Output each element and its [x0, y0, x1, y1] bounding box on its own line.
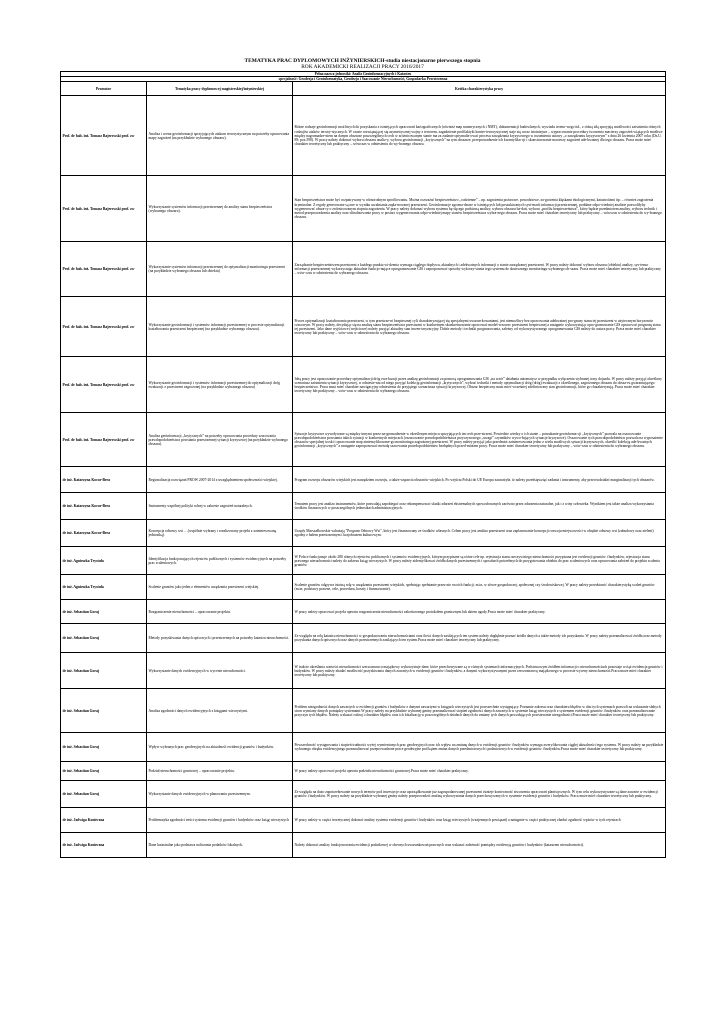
promotor-cell: dr inż. Katarzyna Kocur-Bera	[61, 467, 147, 493]
table-row	[61, 808, 666, 833]
promotor-cell: dr inż. Sebastian Goraj	[61, 733, 147, 762]
topic-cell: Koncepcja odnowy wsi …(wspólnie wybrany i zrealizowany projekt z zainteresowaną jednostką).	[147, 520, 293, 547]
topic-cell: Rozgraniczenie nieruchomości – opracowanie projektu.	[147, 600, 293, 624]
topic-cell: Wpływ wybranych prac geodezyjnych na aktualność ewidencji gruntów i budynków.	[147, 733, 293, 762]
promotor-cell: dr inż. Sebastian Goraj	[61, 624, 147, 653]
description-cell: W pracy należy w części teoretycznej dokonać analizy systemu ewidencji gruntów i budynków oraz ksiąg wieczystych (wzajemnych powiązań) a następnie w części praktycznej zbadać zgodność wpisów w tych rejestrach	[293, 808, 666, 833]
promotor-cell: dr inż. Agnieszka Trystuła	[61, 547, 147, 575]
table-row	[61, 575, 666, 600]
table-row	[61, 733, 666, 762]
topic-cell: Wykorzystanie geoinformacji i systemów informacji przestrzennej do optymalizacji dróg ewakuacji z przestrzeni zagrożonej (na przykładzie wybranego obszaru)	[147, 357, 293, 413]
description-cell: Proces optymalizacji kształtowania przestrzeni, w tym przestrze-ni bezpiecznej cyli charakteryzującej się specjalnymi uwarun-kowaniami, jest niemożliwy bez opracowania adekwatnej pro-gnozy stanu tej przestrzeni w użytecznym horyzoncie czasowym. W pracy należy, decydując się na analizę stanu bezpieczeństwa przestrzeni w konkretnym skonkretnowanie opracować model-wzorzec przestrzeni bezpiecznej a następnie wykorzystując opro-gramowanie GIS opracować prognozę stanu tej przestrzeni. Jako dane wyjściowe (wejściowe) należy przyjąć aktualny stan inwen-taryzacyjny. Dobór metody i techniki prognozowania, zależny od wykorzystywanego oprogramowania GIS należy do autora pracy. Praca może mieć charakter teoretyczny lub praktyczny – wów-czas w odniesieniu do wybranego obszaru.	[293, 297, 666, 357]
topic-cell: Podział nieruchomości gruntowej – opracowanie projektu.	[147, 762, 293, 781]
promotor-cell: dr inż. Katarzyna Kocur-Bera	[61, 520, 147, 547]
promotor-cell: dr inż. Jadwiga Konieczna	[61, 833, 147, 858]
table-row	[61, 520, 666, 547]
unit-name: Pełna nazwa jednostki: Analiz Geoinformacyjnych i Katastru	[61, 72, 666, 77]
description-cell: Scalenie gruntów odgrywa istotną rolę w urządzaniu przestrzeni wiejskich, spełniając spełnianie przez nie swoich funkcji, m.in. w sferze gospodarczej, społecznej czy środowiskowej. W pracy należy przedstawić charakterystykę scaleń gruntów (m.in. podstawy prawne, cele, procedura, koszty i finansowanie).	[293, 575, 666, 600]
description-cell: W pracy należy opracować projekt operatu rozgraniczenia nieruchomości zakończonego protokołem granicznym lub aktem ugody.Praca może mieć charakter praktyczny.	[293, 600, 666, 624]
description-cell: Ideą pracy jest opracowanie procedury optymalizacji dróg ewa-kuacji przez analizę geoinformacji za pomocą oprogramowania GIS „na wzór” działania automatycz w przypadku wyłączenia wybranej trasy dojazdu. W pracy należy przyjąć określony scenariusz zaistnienia sytuacji kryzysowej, w odniesie-niu od niego przyjąć kolekcję geoinformacji „krytycznych”, wybrać techniki i metody optymalizacji dróg (dróg) ewakuacji z określonego, zagrożonego obszaru do obsza-ru gwarantującego bezpieczeństwo. Praca musi mieć charakter nawigacyjny odniesienia do przyjętego scenariusza sytuacji kryzysowej. Obszar bezpieczny musi mieć wcześniej zdefiniowany stan geoinformacji, które go charakteryzują. Praca może mieć charakter teoretyczny lub praktyczny – wów-czas w odniesieniu do wybranego obszaru.	[293, 357, 666, 413]
column-header-topic: Tematyka pracy dyplomowej magisterskiej/inżynierskiej	[147, 82, 293, 96]
description-cell: Zarządzanie bezpieczeństwem przestrzeni z każdego punktu wi-dzenia wymaga ciągłego dopływu, aktualnych i adekwatnych informacji o stanie zarządzanej przestrzeni. W pracy należy dokonać wyboru obszaru (obiektu) analizy, sys-temu informacji przestrzennej wykorzystując aktualnie funkcjo-nujące oprogramowanie GIS i zaproponować sposoby wykorzy-stania tego systemu do skutecznego monitoringu wybranego ob-szaru. Praca może mieć charakter teoretyczny lub praktyczny – wów-czas w odniesieniu do wybranego obszaru.	[293, 242, 666, 297]
topic-cell: Dane katastralne jako podstawa naliczania podatków lokalnych.	[147, 833, 293, 858]
table-row	[61, 781, 666, 808]
promotor-cell: Prof. dr hab. inż. Tomasz Bajerowski prof. zw	[61, 357, 147, 413]
description-cell: Sytuacje kryzysowe wywoływane są między innymi przez na-gromadzenie w określonym miejscu sprzyjających im cech prze-strzeni. Powiedzie wiedzy o ich stanie – poszukanie geoinforma-cji „krytycznych” pozwala na oszacowanie prawdopodobieństwa powstania takich sytuacji w konkretnych miejscach (oszacowanie prawdopodobieństwa przyczynowego „uwagi” czynników wywo-łujących sytuacje kryzysowe). Oszacowanie tych prawdopodobieństw pozwala na wyposażenie obszarów specjalnej troski i opracowanie map zintensyfikowane-go monitoringu zagrożonej przestrzeni. W pracy należy przyjąć jako przedmiot zainteresowania jedno z wielu możliwych sytuacji kryzysowych, określić kolekcję ade-kwatnych geoinformacji „krytycznych” a następnie zaproponować metodę szacowania prawdopodobieństw bezbędnych przed-miotem pracy. Praca może mieć charakter teoretyczny lub praktyczny – wów-czas w odniesieniu do wybranego obszaru.	[293, 413, 666, 467]
table-row	[61, 242, 666, 297]
description-cell: Należy dokonać analizy funkcjonowania ewidencji podatkowej w obecnych uwarunkowań prawnych oraz wskazać zależność pomiędzy ewidencją gruntów i budynków (katastrem nieruchomości).	[293, 833, 666, 858]
topic-cell: Instrumenty wspólnej polityki rolnej w zakresie zagrożeń naturalnych.	[147, 493, 293, 520]
topic-cell: Wykorzystanie danych ewidencyjnych w wycenie nieruchomości.	[147, 653, 293, 689]
promotor-cell: Prof. dr hab. inż. Tomasz Bajerowski prof. zw	[61, 242, 147, 297]
promotor-cell: Prof. dr hab. inż. Tomasz Bajerowski prof. zw	[61, 176, 147, 242]
table-row	[61, 624, 666, 653]
description-cell: Różne rodzaje geoinformacji możliwych do pozyskania z istniejących opracowań kartograficznych (również map numerycznych i NMT), dokumentacji budowlanych, wywiadu tereno-wego itd., z różną siłą sprzyjają możliwości zaistnienia różnych rodzajów ataków terrory-stycznych. W czasie rozwiązującej się asymetrycznej wojny z terrorem, zagadnienie profilaktyki konter-terrorystycznej staje się coraz istotniejsze – wypracowanie procedury tworzenia macierzy zagrożeń wiążących możliwe między nagromadze-niem na danym obszarze poszczególnych cech w zróżnicowanym stanie ma za zadanie optymaliz-ować procesu zarządzania kryzysowego w rozumieniu ustawy „o zarządzaniu kryzysowym” z dnia 26 kwietnia 2007 roku (Dz.U. 89; poz.590). W pracy należy dokonać wyboru obszaru analiz-y, wyboru geoinformacji „krytycznych” na tym obszarze, przeprowadzenie ich kwantyfika-cji i skonstruowanie macierzy zagrożeń ade-kwatnej dla tego obszaru. Praca może mieć charakter teoretyczny lub praktyczny – wówczas w odniesieniu do wy-branego obszaru.	[293, 96, 666, 176]
topic-cell: Regionalizacja rozwiązań PROW 2007-2014 z uwzględnieniem społeczności wiejskiej.	[147, 467, 293, 493]
table-row	[61, 357, 666, 413]
promotor-cell: dr inż. Agnieszka Trystuła	[61, 575, 147, 600]
table-row	[61, 833, 666, 858]
description-cell: Ze względu na rolę katastru nieruchomości w gospodarowaniu nieruchomościami oraz ilości danych zasilających ten system należy dogłębnie poznać źródła danych a także metody ich pozyskania. W pracy należy przeanalizować źródła oraz metody pozyskania danych opisowych oraz danych przestrzennych zasilających ten system.Praca może mieć charakter teoretyczny lub praktyczny.	[293, 624, 666, 653]
topic-cell: Wykorzystanie geoinformacji i systemów informacji przestrzennej w procesie optymalizacji kształtowania przestrzeni bezpiecznej (na przykładzie wybranego obszaru).	[147, 297, 293, 357]
description-cell: W trakcie określania wartości nieruchomości rzeczoznawca majątkowy wykorzystuje dane, które przechowywane są w różnych systemach informacyjnych. Podstawowym źródłem informacji o nieruchomościach pozostaje wciąż ewidencja gruntów i budynków. W pracy należy zbadać możliwość pozyskiwania danych zawartych w ewidencji gruntów i budynków, a danymi wykorzystywanymi przez rzeczoznawcę majątkowego w procesie wyceny nieruchomości.Praca może mieć charakter teoretyczny lub praktyczny.	[293, 653, 666, 689]
topic-cell: Analiza i ocena geoinformacji sprzyjających atakom terrorystycznym na potrzeby opracowania mapy zagrożeń (na przykładzie wybranego obszaru).	[147, 96, 293, 176]
promotor-cell: dr inż. Sebastian Goraj	[61, 600, 147, 624]
document-title: TEMATYKA PRAC DYPLOMOWYCH INŻYNIERSKICH-studia niestacjonarne pierwszego stopnia	[244, 58, 481, 64]
table-row	[61, 176, 666, 242]
promotor-cell: Prof. dr hab. inż. Tomasz Bajerowski prof. zw	[61, 297, 147, 357]
table-row	[61, 762, 666, 781]
topic-cell: Problematyka zgodności treści systemu ewidencji gruntów i budynków oraz ksiąg wieczystych	[147, 808, 293, 833]
table-row	[61, 493, 666, 520]
topics-table	[60, 71, 666, 858]
academic-year: ROK AKADEMICKI REALIZACJI PRACY 2016/2017	[301, 64, 424, 70]
table-row	[61, 467, 666, 493]
description-cell: W Polsce funkcjonuje około 280 różnych rejestrów publicznych i systemów ewidencyjnych, którym przypisane są różne cele np. rejestracja stanu rzeczywistego nieruchomości przypisana jest ewidencji gruntów i budynków, rejestracja stanu prawnego nieruchomości należy do zakresu ksiąg wieczystych. W pracy należy zidentyfikować źródła danych przestrzennych i sposobach potrzebnych do przygotowania obiektu do prac scaleniowych oraz opracowania założeń do projektu scalenia gruntów.	[293, 547, 666, 575]
promotor-cell: dr inż. Sebastian Goraj	[61, 781, 147, 808]
topic-cell: Scalenie gruntów jako jeden z elementów urządzania przestrzeni wiejskiej.	[147, 575, 293, 600]
promotor-cell: Prof. dr hab. inż. Tomasz Bajerowski prof. zw	[61, 413, 147, 467]
table-row	[61, 96, 666, 176]
description-cell: W pracy należy opracować projekt operatu podziału nieruchomości gruntowej.Praca może mieć charakter praktyczny.	[293, 762, 666, 781]
topic-cell: Wykorzystanie systemów informacji przestrzennej do analizy stanu bezpieczeństwa (wybranego obszaru).	[147, 176, 293, 242]
promotor-cell: dr inż. Sebastian Goraj	[61, 653, 147, 689]
description-cell: Program rozwoju obszarów wiejskich jest narzędziem rozwoju, a także wsparcia obszarów wiejskich. Po wejściu Polski do UE Europa zauważyła, iż należy przedsięwziąć zadania i instrumenty, aby przeciwdziałać marginalizacji tych obszarów.	[293, 467, 666, 493]
specializations: specjalność: Geodezja i Geoinformatyka, Geodezja i Szacowanie Nieruchomości, Gospodarka Przestrzenna	[61, 77, 666, 82]
topic-cell: Wykorzystanie danych ewidencyjnych w planowaniu przestrzennym.	[147, 781, 293, 808]
promotor-cell: dr inż. Sebastian Goraj	[61, 762, 147, 781]
description-cell: Problem niezgodności danych zawartych w ewidencji gruntów i budynków z danymi zawartymi w księgach wieczystych jest powszechnie występujący. Poznanie zakresu oraz charakteru błędów w obu tych systemach pozwoli na wskazanie słabych stron wymiany danych pomiędzy systemami.W pracy należy na przykładzie wybranej gminy przeanalizować stopień zgodności danych zawartych w systemie ksiąg wieczystych z systemem ewidencji gruntów i budynków oraz przeanalizowanie przyczyn tych błędów. Należy wskazać rodzaj i charakter błędów oraz ich lokalizację w poszczególnych działach danych do zmiany tych danych powodujących powstawanie niezgodności.Praca może mieć charakter teoretyczny lub praktyczny.	[293, 689, 666, 733]
topic-cell: Identyfikacja funkcjonujących rejestrów publicznych i systemów ewidencyjnych na potrzeby prac scaleniowych.	[147, 547, 293, 575]
table-row	[61, 413, 666, 467]
promotor-cell: Prof. dr hab. inż. Tomasz Bajerowski prof. zw	[61, 96, 147, 176]
description-cell: Tematem pracy jest analiza instrumentów, które pozwalają zapobiegać oraz rekompensować skutki zdarzeń ekstremalnych spowodowanych zarówno przez zdarzenia naturalne, jak i z winy człowieka. Wynikiem jest także analiza wykorzystania środków finansowych w poszczególnych jednostkach administracyjnych.	[293, 493, 666, 520]
topic-cell: Metody pozyskiwania danych opisowych i przestrzennych na potrzeby katastru nieruchomości.	[147, 624, 293, 653]
promotor-cell: dr inż. Jadwiga Konieczna	[61, 808, 147, 833]
description-cell: Stan bezpieczeństwa może być rozpatrywany w różnorodnym sprofilowaniu. Można rozważać bezpieczeństwo „codzienne” – np. zagrożenia pożarowe, powodziowe, za-grożenia klęskami ekologicznymi, katastrofami itp. – również zagrożenia kryminalne. Z reguły generowane są one w wyniku uwalniania zapla-nowanej przestrzeni. Geoinformacje zgroma-dzone w istniejących lub poszukiwanych syst-mach informacji przestrzennej, poddane odpo-wiedniej analizie pozwoliłyby wygenerować obsza-ry o zróżnicowanym stopniu zagrożenia. W pracy należy dokonać wyboru systemu bę-dącego podstawą analizy, wyboru obszaru ba-dań, wyboru „profilu bezpieczeństwa”, który będzie przedmiotem analizy, wyboru technik i metod przeprowadzenia analizy oraz sfinalizowanie pracy w postaci wygenerowania odpo-wiedniej mapy stanów bezpieczeństwa wybra-nego obszaru. Praca może mieć charakter teoretyczny lub praktyczny – wówczas w odniesieniu do wy-branego obszaru.	[293, 176, 666, 242]
description-cell: Ze względu na dużo zapotrzebowanie nowych terenów pod inwestycje oraz uporządkowanie już zagospodarowanej przestrzeni istnieje konieczność stworzenia opracowań planistycznych. W tym celu wykorzystywane są dane zawarte w ewidencji gruntów i budynków. W pracy należy na przykładzie wybranej gminy należy przeprowadzić analizę wykorzystania danych przechowywanych w systemie ewidencji gruntów i budynków. Praca może mieć charakter teoretyczny lub praktyczny.	[293, 781, 666, 808]
table-row	[61, 600, 666, 624]
description-cell: Powszechność występowania i stopień trudności wyżej wymienionych prac geodezyjnych oraz ich wpływ na zmianę danych w ewidencji gruntów i budynków wymaga zweryfikowania ciągłej aktualności tego systemu. W pracy należy na przykładzie wybranego obrębu ewidencyjnego przeanalizować przeprowadzone prace geodezyjne pod kątem zmian danych przedmiotowych i podmiotowych w ewidencji gruntów i budynków.Praca może mieć charakter teoretyczny lub praktyczny.	[293, 733, 666, 762]
table-row	[61, 653, 666, 689]
topic-cell: Wykorzystanie systemów informacji przestrzennej do optymalizacji monitoringu przestrzeni (na przykładzie wybranego obszaru lub obiektu)	[147, 242, 293, 297]
promotor-cell: dr inż. Katarzyna Kocur-Bera	[61, 493, 147, 520]
description-cell: Urzędy Marszałkowskie wdrażają "Program Odnowy Wsi", który jest finansowany ze środków własnych. Celem pracy jest analiza przestrzeni oraz zaplanowanie koncepcji rozwoju miejscowości w obrębie odnowy wsi (zabudowy oraz zieleni) zgodny z ładem przestrzennym i krajobrazem kulturowym.	[293, 520, 666, 547]
column-header-description: Krótka charakterystyka pracy	[293, 82, 666, 96]
table-row	[61, 547, 666, 575]
topic-cell: Analiza zgodności danych ewidencyjnych z księgami wieczystymi.	[147, 689, 293, 733]
table-row	[61, 689, 666, 733]
topic-cell: Analiza geoinformacji „krytycznych” na potrzeby opracowania procedury szacowania prawdopodobieństwa powstania przestrzennej sytuacji kryzysowej (na przykładzie wybranego obszaru).	[147, 413, 293, 467]
table-row	[61, 297, 666, 357]
promotor-cell: dr inż. Sebastian Goraj	[61, 689, 147, 733]
column-header-promotor: Promotor	[61, 82, 147, 96]
